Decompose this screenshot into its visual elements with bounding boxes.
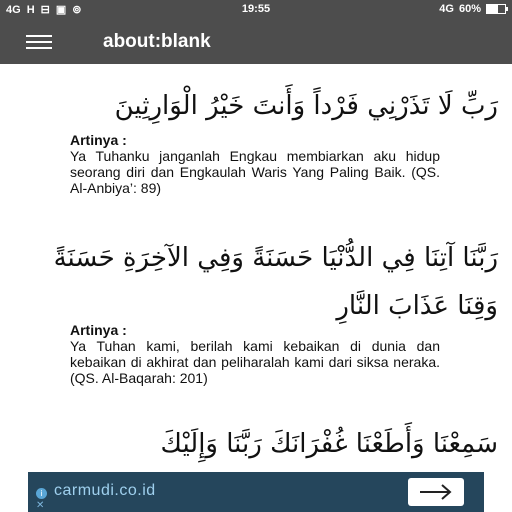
ad-text[interactable]: carmudi.co.id <box>54 482 156 499</box>
close-icon[interactable]: ✕ <box>36 500 45 511</box>
translation-text: Ya Tuhanku janganlah Engkau membiarkan aku hidup seorang diri dan Engkaulah Waris Yang Paling Baik. (QS. Al-Anbiya’: 89) <box>70 148 440 196</box>
status-bar <box>0 0 512 20</box>
battery-icon <box>486 4 506 14</box>
ad-banner[interactable] <box>28 472 484 512</box>
ad-cta-button[interactable] <box>408 478 464 506</box>
page-title: about:blank <box>103 31 211 52</box>
translation-label: Artinya : <box>70 132 127 148</box>
wifi-hotspot-icon: ⊚ <box>72 4 82 16</box>
app-bar <box>0 20 512 64</box>
notification-icon: ⊟ <box>40 4 50 16</box>
info-icon[interactable]: i <box>36 488 47 499</box>
clock: 19:55 <box>241 3 271 15</box>
battery-percent: 60% <box>458 3 481 15</box>
translation-text: Ya Tuhan kami, berilah kami kebaikan di dunia dan kebaikan di akhirat dan peliharalah kami dari siksa neraka. (QS. Al-Baqarah: 201) <box>70 338 440 386</box>
arabic-prayer-1: رَبِّ لَا تَذَرْنِي فَرْداً وَأَنتَ خَيْرُ الْوَارِثِينَ <box>114 91 498 121</box>
arabic-prayer-3: سَمِعْنَا وَأَطَعْنَا غُفْرَانَكَ رَبَّنَا وَإِلَيْكَ <box>160 429 498 459</box>
message-icon: ▣ <box>55 4 67 16</box>
battery-level <box>487 5 498 13</box>
hamburger-icon[interactable] <box>26 35 52 49</box>
status-right-icons <box>439 3 506 15</box>
translation-block-2 <box>70 322 440 386</box>
translation-block-1 <box>70 132 440 196</box>
arrow-right-icon <box>408 478 464 506</box>
signal-4g-icon: 4G <box>6 3 21 16</box>
signal-h-icon: H <box>26 3 35 16</box>
page-content[interactable] <box>0 64 512 472</box>
network-4g-icon: 4G <box>439 3 454 15</box>
translation-label: Artinya : <box>70 322 127 338</box>
arabic-prayer-2: رَبَّنَا آتِنَا فِي الدُّنْيَا حَسَنَةً وَفِي الآخِرَةِ حَسَنَةً وَقِنَا عَذَابَ النَّارِ <box>53 243 498 321</box>
